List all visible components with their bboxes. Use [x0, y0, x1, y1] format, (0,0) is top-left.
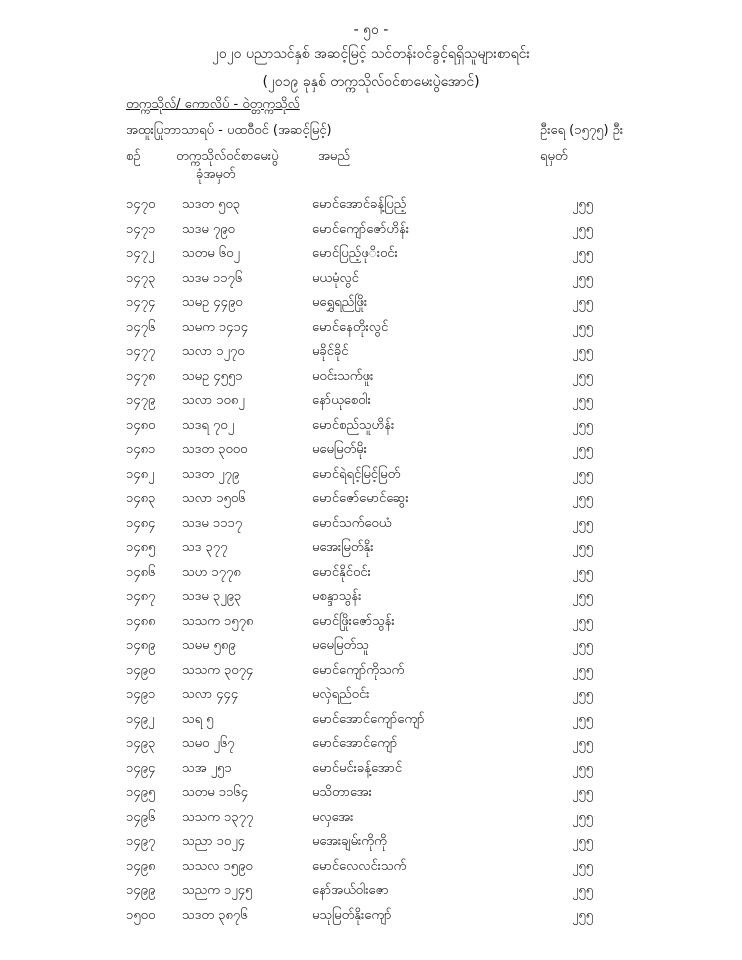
score: ၂၅၅	[572, 809, 594, 825]
roll-number: သဒမ ၇၉၀	[182, 221, 235, 237]
roll-number: သဟ ၁၇၇၈	[182, 564, 241, 580]
student-name: မောင်ပြည့်ဖုိးဝင်း	[312, 246, 398, 261]
row-number: ၁၄၇၀	[126, 197, 156, 212]
document-title: ၂၀၂၀ ပညာသင်နှစ် အဆင့်မြင့် သင်တန်းဝင်ခွင့်ရရှိသူများစာရင်း	[212, 46, 530, 62]
table-row	[0, 662, 742, 687]
score: ၂၅၅	[572, 589, 594, 604]
student-name: မသုမြတ်နိုးကျော်	[312, 907, 392, 923]
score: ၂၅၅	[572, 221, 594, 237]
score: ၂၅၅	[572, 368, 594, 384]
table-row	[0, 245, 742, 270]
roll-number: သတမ ၆၀၂	[182, 246, 240, 261]
row-number: ၁၄၇၃	[126, 270, 156, 286]
table-row	[0, 588, 742, 613]
roll-number: သဒတ ၂၇၉	[182, 466, 240, 482]
row-number: ၁၅၀၀	[126, 907, 156, 923]
row-number: ၁၄၉၄	[126, 760, 156, 776]
student-name: မရွှေရည်ဖြိုး	[312, 295, 368, 310]
roll-number: သဒရ ၇၀၂	[182, 417, 234, 433]
score: ၂၅၅	[572, 442, 594, 457]
university-line: တက္ကသိုလ်/ ကောလိပ် - ဝဲတ္တက္ကသိုလ်	[126, 97, 300, 112]
student-name: မမေမြတ်မိုး	[312, 442, 367, 457]
student-name: နော်အယ်ဝါးဇော	[312, 883, 389, 898]
student-name: မောင်မင်းခန့်အောင်	[312, 760, 403, 776]
row-number: ၁၄၈၃	[126, 491, 156, 506]
row-number: ၁၄၉၇	[126, 834, 156, 849]
page-number: - ၅၀ -	[353, 22, 389, 38]
roll-number: သဒမ ၁၁၁၇	[182, 515, 243, 531]
table-row	[0, 515, 742, 540]
roll-number: သညက ၁၂၄၅	[182, 883, 253, 898]
score: ၂၅၅	[572, 417, 594, 433]
table-row	[0, 392, 742, 417]
score: ၂၅၅	[572, 564, 594, 580]
row-number: ၁၄၇၈	[126, 368, 156, 384]
roll-number: သလာ ၁၅၀၆	[182, 491, 246, 506]
student-name: နော်ယုစေဝါး	[312, 393, 371, 408]
score: ၂၅၅	[572, 540, 594, 555]
score: ၂၅၅	[572, 344, 594, 359]
score: ၂၅၅	[572, 393, 594, 408]
roll-number: သသက ၃၀၇၄	[182, 662, 254, 678]
student-name: မအေးချမ်းကိုကို	[312, 834, 387, 849]
table-row	[0, 270, 742, 295]
column-header-score: ရမှတ်	[540, 149, 568, 164]
row-number: ၁၄၈၄	[126, 515, 156, 531]
roll-number: သဒတ ၅၀၃	[182, 197, 241, 212]
score: ၂၅၅	[572, 270, 594, 286]
student-name: မလှဲရည်ဝင်း	[312, 687, 370, 702]
score: ၂၅၅	[572, 491, 594, 506]
table-row	[0, 368, 742, 393]
row-number: ၁၄၇၇	[126, 344, 156, 359]
score: ၂၅၅	[572, 246, 594, 261]
student-name: မဝင်းသက်ဖူး	[312, 368, 374, 384]
student-name: မလှအေး	[312, 809, 354, 825]
student-name: မောင်အောင်ကျော်	[312, 736, 398, 751]
roll-number: သမဥ ၄၅၅၁	[182, 368, 243, 384]
roll-number: သတမ ၁၁၆၄	[182, 785, 249, 800]
student-name: မအေးမြတ်နိုး	[312, 540, 374, 555]
table-row	[0, 343, 742, 368]
student-name: မောင်နိုင်ဝင်း	[312, 564, 371, 580]
table-row	[0, 417, 742, 442]
score: ၂၅၅	[572, 319, 594, 335]
table-row	[0, 760, 742, 785]
table-row	[0, 490, 742, 515]
student-name: မသိတာအေး	[312, 785, 372, 800]
student-name: မောင်လေလင်းသက်	[312, 858, 407, 874]
column-header-name: အမည်	[318, 149, 350, 164]
student-name: မောင်ကျော်ကိုသက်	[312, 662, 405, 678]
score: ၂၅၅	[572, 834, 594, 849]
score: ၂၅၅	[572, 760, 594, 776]
student-name: မောင်ကျော်ဇော်ဟိန်း	[312, 221, 410, 237]
total-count-label: ဦးရေ (၁၅၇၅) ဦး	[540, 123, 624, 138]
row-number: ၁၄၉၃	[126, 736, 156, 751]
score: ၂၅၅	[572, 711, 594, 727]
score: ၂၅၅	[572, 662, 594, 678]
student-name: မောင်နေတိုးလွင်	[312, 319, 389, 335]
table-row	[0, 882, 742, 907]
document-subtitle: (၂၀၁၉ ခုနှစ် တက္ကသိုလ်ဝင်စာမေးပွဲအောင်)	[262, 74, 480, 90]
student-name: မခိုင်ခိုင်	[312, 344, 349, 359]
table-row	[0, 809, 742, 834]
row-number: ၁၄၇၄	[126, 295, 156, 310]
student-name: မောင်သက်ဝေယံ	[312, 515, 392, 531]
score: ၂၅၅	[572, 295, 594, 310]
roll-number: သဒ ၃၇၇	[182, 540, 228, 555]
student-name: မယမုံလွင်	[312, 270, 359, 286]
roll-number: သညာ ၁၀၂၄	[182, 834, 245, 849]
table-row	[0, 637, 742, 662]
table-row	[0, 613, 742, 638]
student-name: မစန္ဒာသွန်း	[312, 589, 362, 604]
student-name: မောင်အောင်ခန့်ပြည့်	[312, 197, 407, 212]
roll-number: သအ ၂၅၁	[182, 760, 232, 776]
row-number: ၁၄၈၆	[126, 564, 156, 580]
row-number: ၁၄၈၈	[126, 613, 156, 629]
roll-number: သမဝ ၂၆၇	[182, 736, 235, 751]
score: ၂၅၅	[572, 858, 594, 874]
table-row	[0, 441, 742, 466]
score: ၂၅၅	[572, 907, 594, 923]
student-name: မောင်အောင်ကျော်ကျော်	[312, 711, 425, 727]
roll-number: သမဥ ၄၄၉၀	[182, 295, 243, 310]
row-number: ၁၄၉၈	[126, 858, 156, 874]
student-name: မောင်ရဲရင့်မြင့်မြတ်	[312, 466, 401, 482]
row-number: ၁၄၉၂	[126, 711, 155, 727]
row-number: ၁၄၈၂	[126, 466, 155, 482]
column-header-reg: တက္ကသိုလ်ဝင်စာမေးပွဲ	[176, 149, 279, 164]
table-row	[0, 196, 742, 221]
table-row	[0, 319, 742, 344]
score: ၂၅၅	[572, 197, 594, 212]
roll-number: သဒမ ၁၁၇၆	[182, 270, 243, 286]
roll-number: သဒတ ၃၀၀၀	[182, 442, 248, 457]
roll-number: သသက ၁၅၇၈	[182, 613, 254, 629]
row-number: ၁၄၈၀	[126, 417, 156, 433]
row-number: ၁၄၇၆	[126, 319, 156, 335]
score: ၂၅၅	[572, 883, 594, 898]
student-name: မောင်စည်သူဟိန်း	[312, 417, 395, 433]
score: ၂၅၅	[572, 613, 594, 629]
table-row	[0, 858, 742, 883]
row-number: ၁၄၇၂	[126, 246, 155, 261]
table-row	[0, 539, 742, 564]
column-header-no: စဉ်	[126, 149, 141, 164]
roll-number: သဒတ ၃၈၇၆	[182, 907, 248, 923]
roll-number: သလာ ၁၂၇၀	[182, 344, 245, 359]
student-list	[0, 196, 742, 931]
roll-number: သမမ ၅၈၉	[182, 638, 236, 653]
table-row	[0, 907, 742, 932]
score: ၂၅၅	[572, 785, 594, 800]
roll-number: သသက ၁၃၇၇	[182, 809, 254, 825]
row-number: ၁၄၉၉	[126, 883, 156, 898]
score: ၂၅၅	[572, 638, 594, 653]
row-number: ၁၄၈၇	[126, 589, 156, 604]
table-row	[0, 686, 742, 711]
roll-number: သဒမ ၃၂၉၃	[182, 589, 242, 604]
table-row	[0, 564, 742, 589]
score: ၂၅၅	[572, 736, 594, 751]
major-subject-label: အထူးပြုဘာသာရပ် - ပထဝီဝင် (အဆင့်မြင့်)	[126, 123, 332, 138]
row-number: ၁၄၉၅	[126, 785, 156, 800]
row-number: ၁၄၈၉	[126, 638, 156, 653]
student-name: မောင်ဖြိုးဇော်သွန်း	[312, 613, 395, 629]
roll-number: သရ ၅	[182, 711, 214, 727]
roll-number: သလာ ၄၄၄	[182, 687, 239, 702]
table-row	[0, 221, 742, 246]
table-row	[0, 784, 742, 809]
student-name: မောင်ဇော်မောင်ဆွေး	[312, 491, 409, 506]
row-number: ၁၄၉၀	[126, 662, 156, 678]
student-name: မမေမြတ်သူ	[312, 638, 369, 653]
table-row	[0, 735, 742, 760]
roll-number: သမက ၁၄၁၄	[182, 319, 249, 335]
row-number: ၁၄၉၆	[126, 809, 156, 825]
row-number: ၁၄၇၉	[126, 393, 156, 408]
row-number: ၁၄၈၁	[126, 442, 156, 457]
row-number: ၁၄၈၅	[126, 540, 156, 555]
table-row	[0, 466, 742, 491]
score: ၂၅၅	[572, 515, 594, 531]
table-row	[0, 294, 742, 319]
row-number: ၁၄၉၁	[126, 687, 156, 702]
score: ၂၅၅	[572, 687, 594, 702]
roll-number: သလာ ၁၀၈၂	[182, 393, 245, 408]
roll-number: သသလ ၁၅၉၀	[182, 858, 253, 874]
table-row	[0, 711, 742, 736]
row-number: ၁၄၇၁	[126, 221, 156, 237]
column-header-reg-line2: ခုံအမှတ်	[196, 167, 236, 182]
score: ၂၅၅	[572, 466, 594, 482]
table-row	[0, 833, 742, 858]
